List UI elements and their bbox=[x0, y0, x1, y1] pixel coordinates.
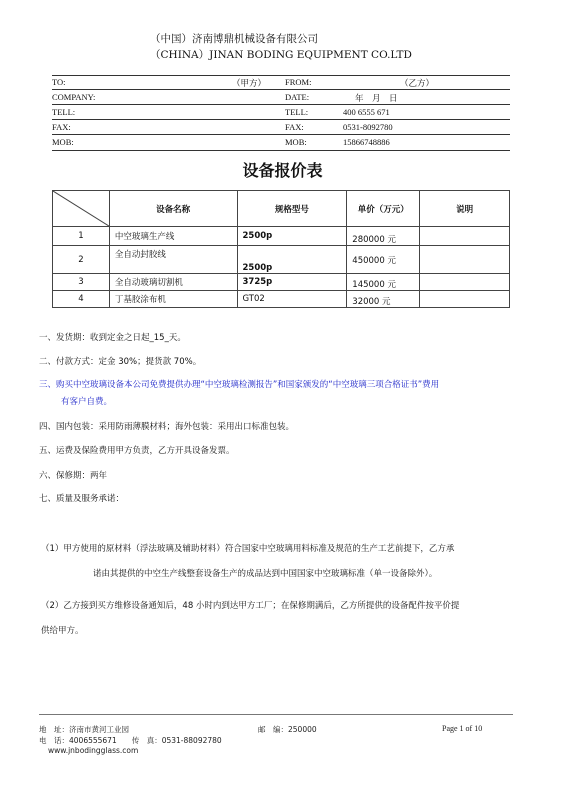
term-quality: 七、质量及服务承诺： bbox=[39, 494, 125, 504]
term-certificates-cont: 有客户自费。 bbox=[61, 397, 113, 407]
row-number: 3 bbox=[53, 274, 110, 291]
row-number: 4 bbox=[53, 291, 110, 308]
footer-website: www.jnbodingglass.com bbox=[48, 746, 139, 755]
header-note: 说明 bbox=[420, 191, 510, 227]
from-value: （乙方） bbox=[400, 78, 435, 88]
diagonal-corner-cell bbox=[53, 191, 110, 227]
row-name: 全自动封胶线 bbox=[109, 246, 237, 274]
footer-page: Page 1 of 10 bbox=[442, 724, 483, 733]
footer-address: 地 址：济南市黄河工业园 bbox=[39, 725, 129, 734]
row-spec: 3725p bbox=[237, 274, 347, 291]
row-spec: GT02 bbox=[237, 291, 347, 308]
document-title: 设备报价表 bbox=[242, 161, 323, 180]
table-row bbox=[53, 246, 510, 274]
mob-value: 15866748886 bbox=[343, 137, 390, 147]
date-value: 年 月 日 bbox=[355, 93, 398, 103]
row-spec: 2500p bbox=[237, 227, 347, 246]
contact-bottom-rule bbox=[52, 150, 510, 151]
promise-1: （1）甲方使用的原材料（浮法玻璃及辅助材料）符合国家中空玻璃用料标准及规范的生产工艺前提下，乙方承 bbox=[41, 544, 455, 554]
promise-2-cont: 供给甲方。 bbox=[41, 626, 84, 636]
tell-label: TELL: bbox=[52, 107, 76, 117]
footer-postcode: 邮 编：250000 bbox=[258, 725, 317, 734]
header-name: 设备名称 bbox=[109, 191, 237, 227]
header-spec: 规格型号 bbox=[237, 191, 347, 227]
fax-value: 0531-8092780 bbox=[343, 122, 393, 132]
row-price: 280000 元 bbox=[347, 227, 420, 246]
promise-1-cont: 诺由其提供的中空生产线整套设备生产的成品达到中国国家中空玻璃标准（单一设备除外）。 bbox=[93, 569, 438, 579]
row-price: 32000 元 bbox=[347, 291, 420, 308]
table-row bbox=[53, 291, 510, 308]
term-freight: 五、运费及保险费用甲方负责，乙方开具设备发票。 bbox=[39, 446, 235, 456]
mob-label: MOB: bbox=[52, 137, 74, 147]
term-certificates: 三、购买中空玻璃设备本公司免费提供办理“中空玻璃检测报告”和国家颁发的“中空玻璃三项合格证书”费用 bbox=[39, 380, 440, 390]
row-note bbox=[420, 246, 510, 274]
fax-label: FAX: bbox=[52, 122, 71, 132]
to-value: （甲方） bbox=[232, 78, 267, 88]
contact-top-rule bbox=[52, 75, 510, 76]
tell-value: 400 6555 671 bbox=[343, 107, 390, 117]
company-label: COMPANY: bbox=[52, 92, 96, 102]
contact-rule bbox=[52, 89, 510, 90]
row-name: 中空玻璃生产线 bbox=[109, 227, 237, 246]
from-label: FROM: bbox=[285, 77, 312, 87]
row-price: 145000 元 bbox=[347, 274, 420, 291]
contact-rule bbox=[52, 104, 510, 105]
contact-rule bbox=[52, 119, 510, 120]
term-warranty: 六、保修期：两年 bbox=[39, 471, 108, 481]
row-note bbox=[420, 274, 510, 291]
row-name: 丁基胶涂布机 bbox=[109, 291, 237, 308]
footer-phone: 电 话：4006555671 传 真：0531-88092780 bbox=[39, 736, 222, 745]
table-row bbox=[53, 227, 510, 246]
header-price: 单价（万元） bbox=[347, 191, 420, 227]
fax-label-right: FAX: bbox=[285, 122, 304, 132]
company-name-en: （CHINA）JINAN BODING EQUIPMENT CO.LTD bbox=[150, 49, 412, 61]
row-note bbox=[420, 291, 510, 308]
company-name-cn: （中国）济南博鼎机械设备有限公司 bbox=[150, 33, 318, 45]
contact-rule bbox=[52, 134, 510, 135]
row-note bbox=[420, 227, 510, 246]
term-delivery: 一、发货期：收到定金之日起_15_天。 bbox=[39, 333, 186, 343]
date-label: DATE: bbox=[285, 92, 310, 102]
term-payment: 二、付款方式：定金 30%；提货款 70%。 bbox=[39, 357, 202, 367]
row-name: 全自动玻璃切割机 bbox=[109, 274, 237, 291]
footer-rule bbox=[39, 714, 513, 715]
table-header-row bbox=[53, 191, 510, 227]
term-packaging: 四、国内包装：采用防雨薄膜材料；海外包装：采用出口标准包装。 bbox=[39, 422, 295, 432]
promise-2: （2）乙方接到买方维修设备通知后，48 小时内到达甲方工厂；在保修期满后，乙方所提供的设备配件按平价提 bbox=[41, 601, 460, 611]
mob-label-right: MOB: bbox=[285, 137, 307, 147]
row-price: 450000 元 bbox=[347, 246, 420, 274]
to-label: TO: bbox=[52, 77, 66, 87]
tell-label-right: TELL: bbox=[285, 107, 309, 117]
row-number: 2 bbox=[53, 246, 110, 274]
row-number: 1 bbox=[53, 227, 110, 246]
quote-table bbox=[52, 190, 510, 308]
table-row bbox=[53, 274, 510, 291]
row-spec: 2500p bbox=[237, 246, 347, 274]
